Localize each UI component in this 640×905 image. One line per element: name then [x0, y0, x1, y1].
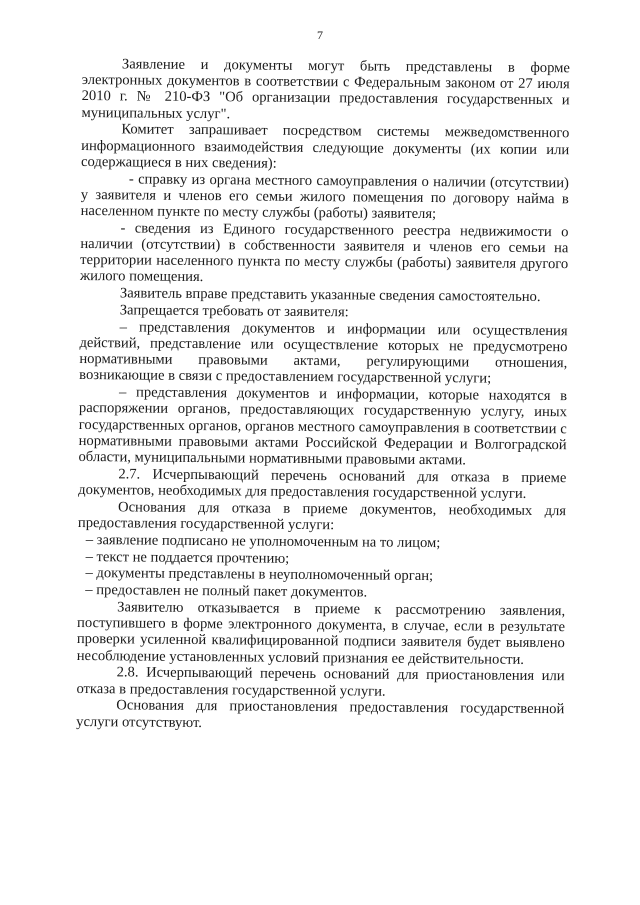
- list-item-refusal-4: – предоставлен не полный пакет документов.: [85, 582, 368, 601]
- list-item-prohibited-2: – представления документов и информации, которые находятся в распоряжении органов, предоставляющих государственную услугу, иных государственных органов, органов местного самоуправления в соответствии с нормативными правовыми актами Российской Федерации и Волгоградской области, муниципальными нормативными правовыми актами.: [78, 384, 568, 469]
- list-item-prohibited-1: – представления документов и информации или осуществления действий, представление или осуществление которых не предусмотрено нормативными правовыми актами, регулирующими отношения, возникающие в связи с предоставлением государственной услуги;: [79, 319, 568, 388]
- paragraph-applicant-right: Заявитель вправе представить указанные сведения самостоятельно.: [119, 285, 541, 306]
- section-heading-2-7: 2.7. Исчерпывающий перечень оснований для отказа в приеме документов, необходимых для предоставления государственной услуги.: [78, 466, 567, 502]
- paragraph-committee-requests: Комитет запрашивает посредством системы межведомственного информационного взаимодействия следующие документы (их копии или содержащиеся в них сведения):: [81, 121, 570, 172]
- list-item-refusal-3: – документы представлены в неуполномоченный орган;: [85, 565, 434, 585]
- list-item-certificate: - справку из органа местного самоуправления о наличии (отсутствии) у заявителя и членов его семьи жилого помещения по договору найма в населенном пункте по месту службы (работы) заявителя;: [80, 171, 569, 223]
- paragraph-no-suspension: Основания для приостановления предоставления государственной услуги отсутствуют.: [76, 697, 565, 731]
- document-body: [76, 56, 570, 734]
- paragraph-electronic-refusal: Заявителю отказывается в приеме к рассмотрению заявления, поступившего в форме электронного документа, в случае, если в результате проверки усиленной квалифицированной подписи заявителя будет выявлено несоблюдение установленных условий признания ее действительности.: [76, 599, 566, 668]
- paragraph-prohibited: Запрещается требовать от заявителя:: [119, 302, 349, 321]
- page-number: 7: [317, 28, 323, 42]
- list-item-refusal-1: – заявление подписано не уполномоченным на то лицом;: [85, 531, 441, 551]
- list-item-registry-info: - сведения из Единого государственного реестра недвижимости о наличии (отсутствии) в собственности заявителя и членов его семьи на территории населенного пункта по месту службы (работы) заявителя другого жилого помещения.: [80, 220, 569, 286]
- paragraph-electronic-documents: Заявление и документы могут быть представлены в форме электронных документов в соответствии с Федеральным законом от 27 июля 2010 г. № 210-ФЗ "Об организации предоставления государственных и муниципальных услуг".: [81, 56, 570, 122]
- paragraph-refusal-grounds: Основания для отказа в приеме документов, необходимых для предоставления государственной услуги:: [77, 499, 567, 534]
- list-item-refusal-2: – текст не поддается прочтению;: [85, 548, 290, 567]
- section-heading-2-8: 2.8. Исчерпывающий перечень оснований для приостановления или отказа в предоставления государственной услуги.: [76, 664, 565, 700]
